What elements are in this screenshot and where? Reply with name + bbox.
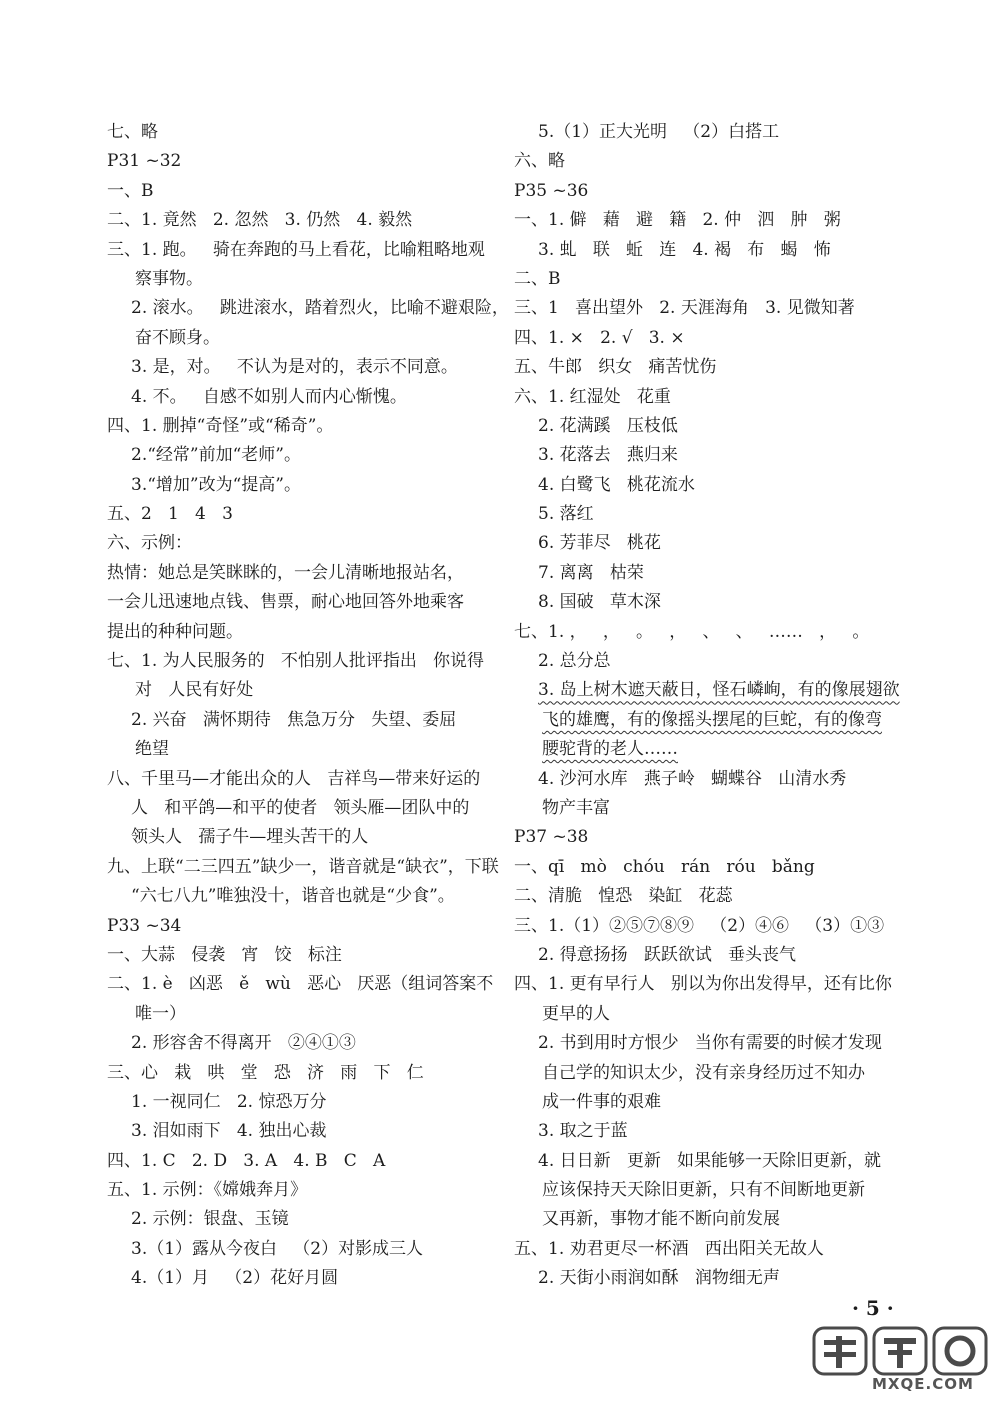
- right-answer-line: 四、1. 更有早行人 别以为你出发得早，还有比你: [514, 974, 892, 995]
- right-answer-line: 5. 落红: [538, 504, 594, 525]
- left-answer-line: 2. 形容舍不得离开 ②④①③: [131, 1033, 356, 1054]
- left-answer-line: 一、大蒜 侵袭 宵 饺 标注: [107, 944, 342, 965]
- right-answer-line: 5.（1）正大光明 （2）白搭工: [538, 122, 780, 142]
- left-answer-line: 3. 是，对。 不认为是对的，表示不同意。: [131, 357, 458, 378]
- left-answer-line: 2. 滚水。 跳进滚水，踏着烈火，比喻不避艰险，: [131, 298, 509, 319]
- right-answer-line: 三、1.（1）②⑤⑦⑧⑨ （2）④⑥ （3）①③: [514, 915, 885, 936]
- right-answer-line: 一、qī mò chóu rán róu bǎng: [514, 856, 815, 877]
- left-answer-line: 四、1. C 2. D 3. A 4. B C A: [107, 1150, 386, 1171]
- right-answer-line: 一、1. 僻 藉 避 籍 2. 仲 泗 肿 粥: [514, 210, 841, 231]
- right-answer-line: 二、B: [514, 268, 561, 289]
- right-answer-line: 4. 日日新 更新 如果能够一天除旧更新，就: [538, 1150, 882, 1171]
- left-answer-line: 人 和平鸽—和平的使者 领头雁—团队中的: [131, 797, 470, 818]
- right-answer-line: 五、1. 劝君更尽一杯酒 西出阳关无故人: [514, 1238, 824, 1259]
- right-answer-line: 3. 虬 联 蚯 连 4. 褐 布 蝎 怖: [538, 239, 831, 260]
- left-answer-line: 一、B: [107, 180, 154, 201]
- right-answer-line: 2. 总分总: [538, 651, 611, 672]
- right-answer-line: 3. 取之于蓝: [538, 1121, 628, 1142]
- answer-column-left: [107, 118, 509, 1294]
- right-answer-line: [514, 706, 904, 735]
- left-answer-line: 九、上联“二三四五”缺少一，谐音就是“缺衣”，下联: [107, 856, 499, 877]
- right-answer-line: 8. 国破 草木深: [538, 592, 661, 613]
- left-answer-line: P31 ~32: [107, 151, 182, 172]
- left-answer-line: 唯一）: [135, 1003, 186, 1024]
- right-answer-line: [514, 735, 904, 764]
- right-answer-line: 四、1. × 2. √ 3. ×: [514, 327, 685, 348]
- right-answer-line: 2. 得意扬扬 跃跃欲试 垂头丧气: [538, 944, 797, 965]
- answer-column-right: [514, 118, 904, 1294]
- left-answer-line: 一会儿迅速地点钱、售票，耐心地回答外地乘客: [107, 592, 464, 613]
- right-answer-line: 二、清脆 惶恐 染缸 花蕊: [514, 886, 733, 907]
- page-number: · 5 ·: [852, 1296, 894, 1320]
- left-answer-line: 领头人 孺子牛—埋头苦干的人: [131, 827, 369, 848]
- right-answer-line: 2. 花满蹊 压枝低: [538, 415, 678, 436]
- left-answer-line: 五、1. 示例：《嫦娥奔月》: [107, 1180, 308, 1201]
- left-answer-line: 三、1. 跑。 骑在奔跑的马上看花，比喻粗略地观: [107, 239, 485, 260]
- left-answer-line: 二、1. 竟然 2. 忽然 3. 仍然 4. 毅然: [107, 210, 413, 231]
- right-answer-line: 六、1. 红湿处 花重: [514, 386, 671, 407]
- left-answer-line: 七、略: [107, 122, 158, 142]
- right-answer-line: 3. 花落去 燕归来: [538, 445, 678, 466]
- left-answer-line: 六、示例：: [107, 533, 192, 554]
- left-answer-line: 4. 不。 自感不如别人而内心惭愧。: [131, 386, 407, 407]
- left-answer-line: 察事物。: [135, 268, 203, 289]
- left-answer-line: 对 人民有好处: [135, 680, 254, 701]
- left-answer-line: 四、1. 删掉“奇怪”或“稀奇”。: [107, 415, 334, 436]
- right-answer-line: 7. 离离 枯荣: [538, 562, 644, 583]
- left-answer-line: 4.（1）月 （2）花好月圆: [131, 1268, 339, 1289]
- left-answer-line: 二、1. è 凶恶 ě wù 恶心 厌恶（组词答案不: [107, 974, 494, 995]
- left-answer-line: 3. 泪如雨下 4. 独出心裁: [131, 1121, 327, 1142]
- left-answer-line: 2. 示例：银盘、玉镜: [131, 1209, 289, 1230]
- right-answer-line: 2. 书到用时方恨少 当你有需要的时候才发现: [538, 1033, 882, 1054]
- right-answer-line: 更早的人: [542, 1003, 610, 1024]
- right-answer-line: 2. 天街小雨润如酥 润物细无声: [538, 1268, 780, 1289]
- wavy-underlined-text: 飞的雄鹰，有的像摇头摆尾的巨蛇，有的像弯: [542, 709, 882, 730]
- watermark-text: MXQE.COM: [872, 1375, 974, 1393]
- wavy-underlined-text: 3. 岛上树木遮天蔽日，怪石嶙峋，有的像展翅欲: [538, 680, 900, 701]
- left-answer-line: 2. 兴奋 满怀期待 焦急万分 失望、委屈: [131, 709, 457, 730]
- right-answer-line: 七、1. ， ， 。 ， 、 、 …… ， 。: [514, 621, 870, 642]
- left-answer-line: 3.“增加”改为“提高”。: [131, 474, 301, 495]
- right-answer-line: 自己学的知识太少，没有亲身经历过不知办: [542, 1062, 865, 1083]
- left-answer-line: 七、1. 为人民服务的 不怕别人批评指出 你说得: [107, 651, 485, 672]
- right-answer-line: P37 ~38: [514, 827, 589, 848]
- left-answer-line: 绝望: [135, 739, 169, 760]
- left-answer-line: P33 ~34: [107, 915, 182, 936]
- right-answer-line: 4. 沙河水库 燕子岭 蝴蝶谷 山清水秀: [538, 768, 847, 789]
- left-answer-line: 2.“经常”前加“老师”。: [131, 445, 301, 466]
- right-answer-line: 6. 芳菲尽 桃花: [538, 533, 661, 554]
- right-answer-line: [514, 676, 904, 705]
- right-answer-line: 五、牛郎 织女 痛苦忧伤: [514, 357, 717, 378]
- left-answer-line: 三、心 栽 哄 堂 恐 济 雨 下 仁: [107, 1062, 424, 1083]
- left-answer-line: 五、2 1 4 3: [107, 504, 233, 525]
- left-answer-line: 奋不顾身。: [135, 327, 220, 348]
- left-answer-line: 提出的种种问题。: [107, 621, 243, 642]
- right-answer-line: 六、略: [514, 151, 565, 172]
- right-answer-line: 应该保持天天除旧更新，只有不间断地更新: [542, 1180, 865, 1201]
- right-answer-line: 三、1 喜出望外 2. 天涯海角 3. 见微知著: [514, 298, 855, 319]
- wavy-underlined-text: 腰驼背的老人……: [542, 739, 678, 760]
- left-answer-line: 热情：她总是笑眯眯的，一会儿清晰地报站名，: [107, 562, 464, 583]
- right-answer-line: 成一件事的艰难: [542, 1091, 661, 1112]
- left-answer-line: 1. 一视同仁 2. 惊恐万分: [131, 1091, 327, 1112]
- right-answer-line: 物产丰富: [542, 797, 610, 818]
- right-answer-line: 又再新，事物才能不断向前发展: [542, 1209, 780, 1230]
- right-answer-line: 4. 白鹭飞 桃花流水: [538, 474, 695, 495]
- right-answer-line: P35 ~36: [514, 180, 589, 201]
- left-answer-line: “六七八九”唯独没十，谐音也就是“少食”。: [131, 886, 455, 907]
- left-answer-line: 3.（1）露从今夜白 （2）对影成三人: [131, 1238, 424, 1259]
- left-answer-line: 八、千里马—才能出众的人 吉祥鸟—带来好运的: [107, 768, 481, 789]
